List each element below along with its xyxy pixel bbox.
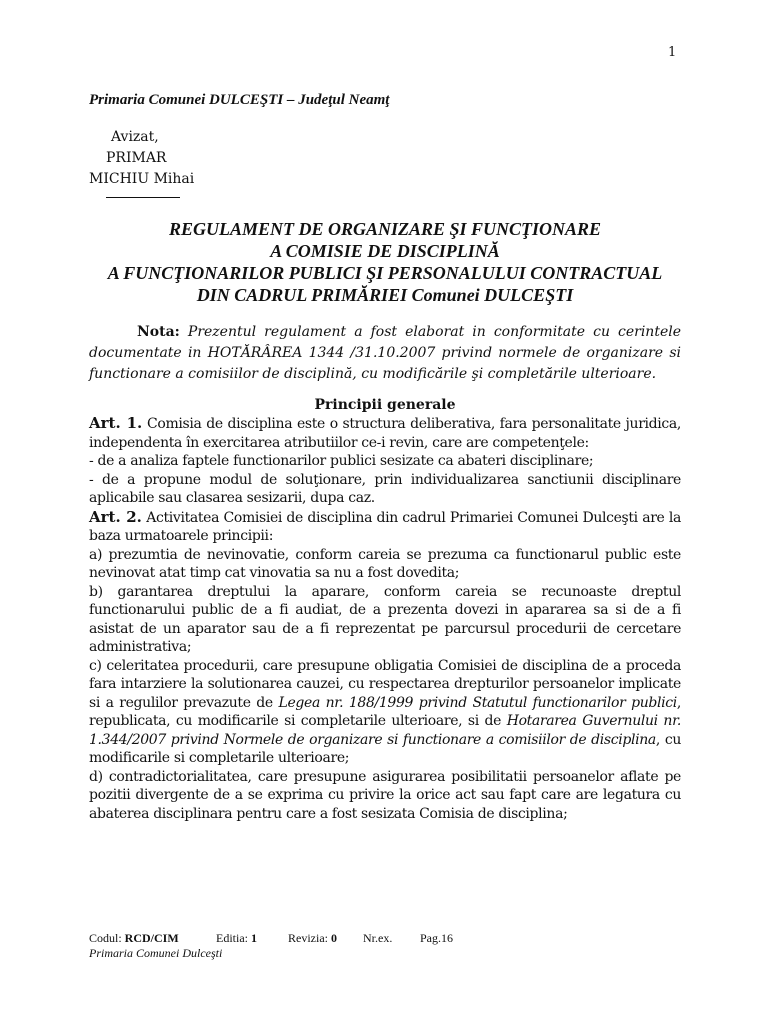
page-number: 1 [668, 45, 677, 60]
approval-name: MICHIU Mihai [89, 171, 195, 187]
item-c-part-1: c) celeritatea procedurii, care presupune obligatia Comisiei de disciplina de a proceda fara intarziere la solutionarea cauzei, cu respectarea drepturilor persoanelor implicate si a regulilor prevazute de [89, 657, 681, 711]
article-2-item-c [89, 657, 681, 768]
footer-pages: Pag.16 [420, 931, 453, 945]
law-reference-188-1999: Legea nr. 188/1999 privind Statutul functionarilor publici [278, 694, 677, 711]
article-2-item-b: b) garantarea dreptului la aparare, conform careia se recunoaste dreptul functionarului public de a fi audiat, de a prezenta dovezi in apararea sa si de a fi asistat de un aparator sau de a fi reprezentat pe parcursul procedurii de cercetare administrativa; [89, 583, 681, 655]
footer-code-label: Codul: [89, 931, 122, 945]
title-line-1: REGULAMENT DE ORGANIZARE ŞI FUNCŢIONARE [168, 219, 602, 239]
section-heading: Principii generale [314, 397, 456, 413]
note-text: Prezentul regulament a fost elaborat in conformitate cu cerintele documentate in HOTĂRÂREA 1344 /31.10.2007 privind normele de organizare si functionare a comisiilor de disciplină, cu modificările şi completările ulterioare. [89, 324, 682, 382]
approval-block [89, 127, 194, 190]
footer-meta-row [89, 931, 453, 946]
item-c-part-3: , cu modificarile si completarile ulterioare; [89, 731, 681, 766]
title-line-4: DIN CADRUL PRIMĂRIEI Comunei DULCEŞTI [196, 285, 574, 305]
document-title [89, 218, 681, 306]
footer-revision [288, 931, 363, 946]
page-footer [89, 931, 453, 961]
footer-edition-label: Editia: [216, 931, 248, 945]
institution-header: Primaria Comunei DULCEŞTI – Judeţul Neamţ [89, 92, 390, 108]
note-paragraph [89, 322, 681, 385]
article-2-item-a: a) prezumtia de nevinovatie, conform careia se prezuma ca functionarul public este nevinovat atat timp cat vinovatia sa nu a fost dovedita; [89, 546, 681, 581]
approval-label: Avizat, [111, 129, 159, 145]
article-2 [89, 508, 681, 546]
footer-organization: Primaria Comunei Dulceşti [89, 946, 223, 960]
article-2-label: Art. 2. [89, 507, 142, 526]
article-2-text: Activitatea Comisiei de disciplina din cadrul Primariei Comunei Dulceşti are la baza urmatoarele principii: [89, 509, 681, 544]
article-1-label: Art. 1. [89, 414, 143, 432]
article-1 [89, 414, 681, 452]
item-c-part-2: , republicata, cu modificarile si completarile ulterioare, si de [89, 694, 681, 729]
footer-revision-value: 0 [330, 931, 337, 945]
title-line-3: A FUNCŢIONARILOR PUBLICI ŞI PERSONALULUI CONTRACTUAL [107, 263, 663, 283]
article-1-item-1: - de a analiza faptele functionarilor publici sesizate ca abateri disciplinare; [89, 453, 594, 469]
footer-code-value: RCD/CIM [124, 931, 179, 945]
footer-code [89, 931, 216, 946]
law-reference-hg-1344-2007: Hotararea Guvernului nr. 1.344/2007 privind Normele de organizare si functionare a comisiilor de disciplina [89, 713, 681, 748]
approval-role: PRIMAR [106, 150, 167, 166]
footer-edition [216, 931, 288, 946]
article-1-text: Comisia de disciplina este o structura deliberativa, fara personalitate juridica, independenta în exercitarea atributiilor ce-i revin, care are competenţele: [89, 416, 682, 451]
article-1-item-2: - de a propune modul de soluţionare, prin individualizarea sanctiunii disciplinare aplicabile sau clasarea sesizarii, dupa caz. [89, 471, 681, 506]
article-2-item-d: d) contradictorialitatea, care presupune asigurarea posibilitatii persoanelor aflate pe pozitii divergente de a se exprima cu privire la orice act sau fapt care are legatura cu abaterea disciplinara pentru care a fost sesizata Comisia de disciplina; [89, 768, 681, 822]
footer-revision-label: Revizia: [288, 931, 328, 945]
footer-copies: Nr.ex. [363, 931, 393, 945]
footer-edition-value: 1 [251, 931, 257, 945]
note-label: Nota: [137, 324, 180, 340]
signature-line [106, 197, 180, 198]
document-body [89, 414, 681, 823]
title-line-2: A COMISIE DE DISCIPLINĂ [270, 241, 500, 261]
